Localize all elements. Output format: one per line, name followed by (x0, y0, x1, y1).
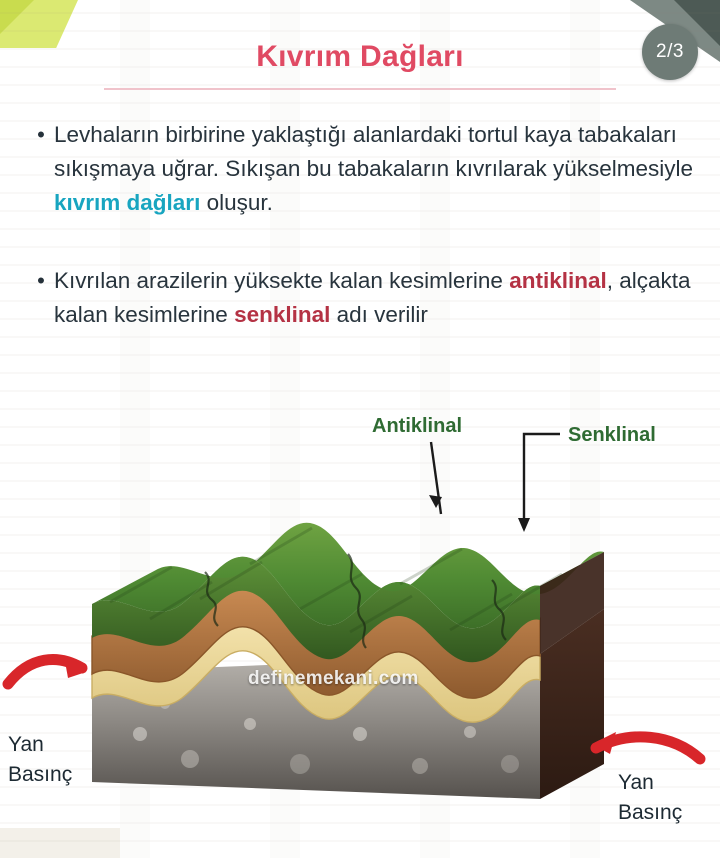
list-item (28, 264, 696, 332)
bullet-1-part-3: oluşur. (200, 190, 273, 215)
figure-label-senklinal: Senklinal (568, 424, 656, 446)
bullet-marker: • (37, 268, 45, 293)
bullet-marker: • (37, 122, 45, 147)
bullet-2-highlight-senklinal: senklinal (234, 302, 331, 327)
bullet-2-highlight-antiklinal: antiklinal (509, 268, 607, 293)
bullet-1-highlight-kivrim-daglari: kıvrım dağları (54, 190, 201, 215)
figure-label-right-pressure-line2: Basınç (618, 801, 683, 824)
figure-label-left-pressure-line1: Yan (8, 733, 44, 756)
page-title: Kıvrım Dağları (256, 40, 464, 73)
fold-mountain-svg (0, 404, 720, 854)
leader-lines (429, 434, 560, 532)
title-divider (104, 88, 616, 90)
bullet-paragraph-2 (54, 264, 696, 332)
bullet-2-part-5: adı verilir (330, 302, 428, 327)
content-body (28, 118, 696, 358)
figure-label-left-pressure-line2: Basınç (8, 763, 73, 786)
bullet-1-part-1: Levhaların birbirine yaklaştığı alanlardaki tortul kaya tabakaları sıkışmaya uğrar. Sıkışan bu tabakaların kıvrılarak yükselmesiyle (54, 122, 694, 181)
bullet-paragraph-1 (54, 118, 696, 220)
list-item (28, 118, 696, 220)
pressure-arrow-right (592, 732, 700, 759)
fold-mountain-diagram (0, 404, 720, 854)
figure-label-antiklinal: Antiklinal (372, 415, 463, 437)
bullet-2-part-3: , alçakta kalan kesimlerine (54, 268, 691, 327)
image-watermark-text: definemekani.com (248, 668, 419, 689)
bullet-2-part-1: Kıvrılan arazilerin yüksekte kalan kesimlerine (54, 268, 510, 293)
page-counter-badge: 2/3 (642, 24, 698, 80)
pressure-arrow-left (8, 656, 86, 684)
figure-label-right-pressure-line1: Yan (618, 771, 654, 794)
